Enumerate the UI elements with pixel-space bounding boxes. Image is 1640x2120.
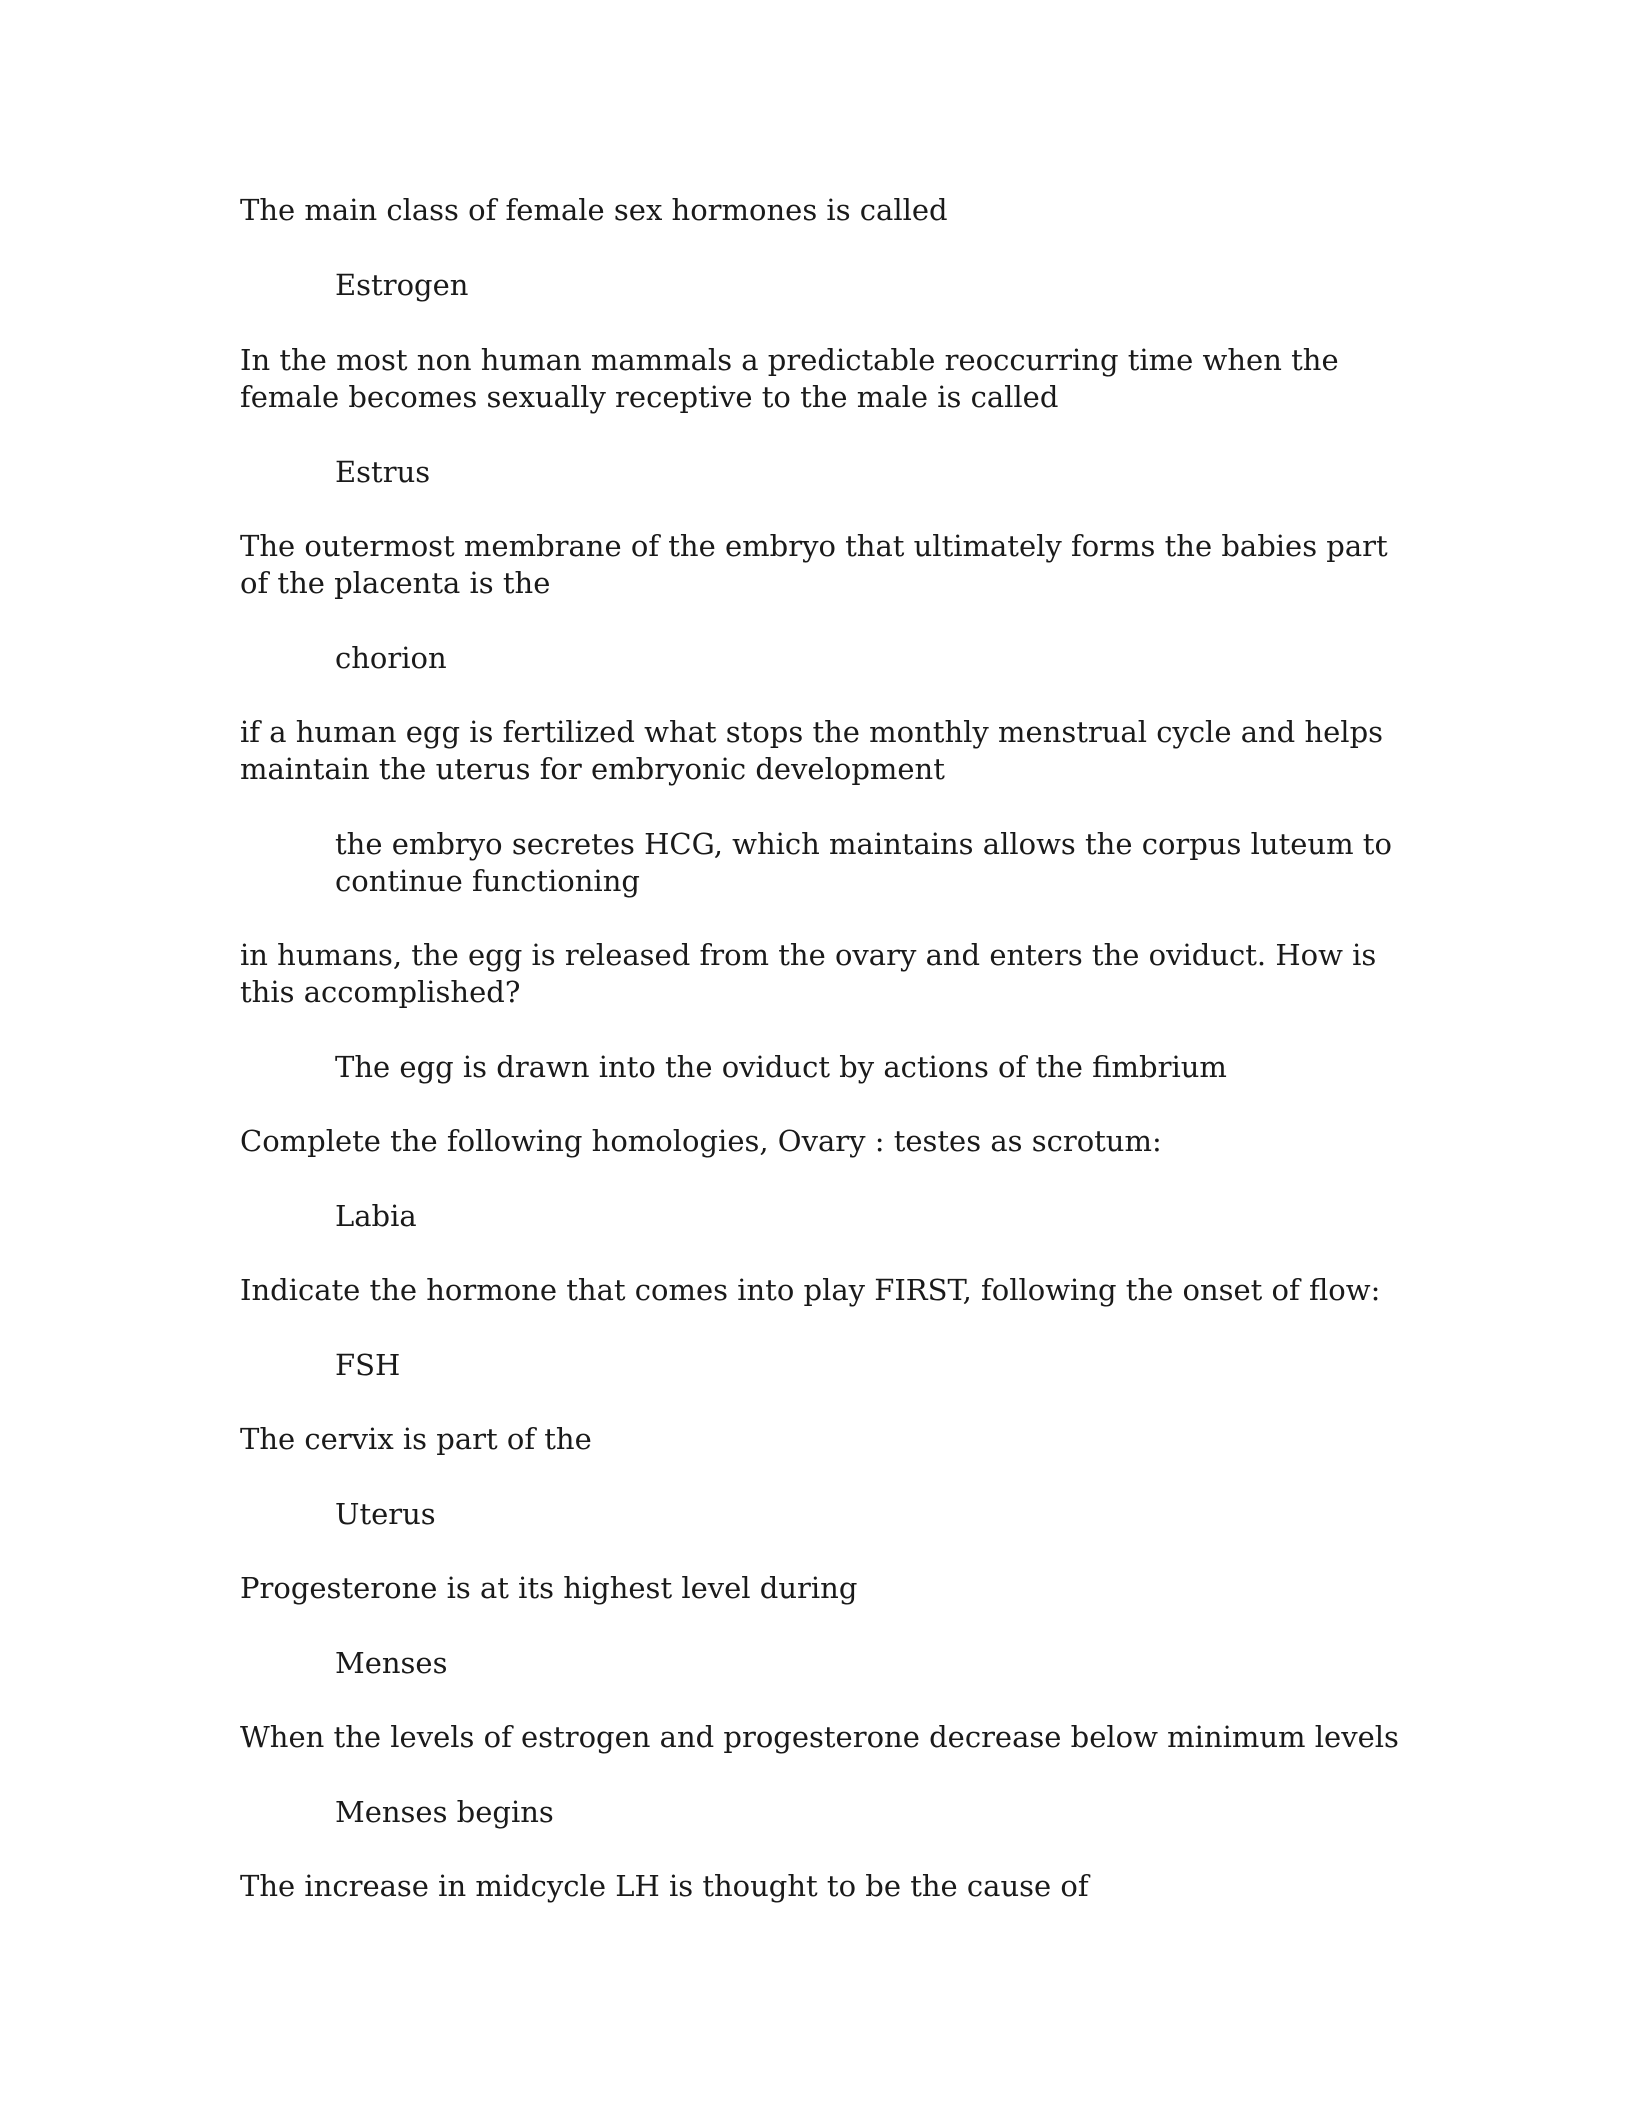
question-text: The main class of female sex hormones is called <box>240 193 948 227</box>
answer-text: Estrogen <box>335 268 469 302</box>
answer-text: chorion <box>335 641 447 675</box>
question-text: Complete the following homologies, Ovary : testes as scrotum: <box>240 1124 1162 1158</box>
question-text: if a human egg is fertilized what stops the monthly menstrual cycle and helps maintain the uterus for embryonic development <box>240 715 1384 786</box>
qa-item-3 <box>240 528 1410 677</box>
answer-text: Menses begins <box>335 1795 554 1829</box>
answer-text: Menses <box>335 1646 448 1680</box>
qa-item-10 <box>240 1719 1410 1831</box>
qa-item-9 <box>240 1570 1410 1682</box>
qa-item-2 <box>240 342 1410 491</box>
answer-text: Uterus <box>335 1497 436 1531</box>
qa-item-8 <box>240 1421 1410 1533</box>
qa-item-7 <box>240 1272 1410 1384</box>
question-text: In the most non human mammals a predictable reoccurring time when the female becomes sexually receptive to the male is called <box>240 343 1339 414</box>
answer-text: Labia <box>335 1199 417 1233</box>
question-text: Progesterone is at its highest level during <box>240 1571 858 1605</box>
answer-text: The egg is drawn into the oviduct by actions of the fimbrium <box>335 1050 1227 1084</box>
question-text: Indicate the hormone that comes into play FIRST, following the onset of flow: <box>240 1273 1381 1307</box>
question-text: The cervix is part of the <box>240 1422 592 1456</box>
qa-item-6 <box>240 1123 1410 1235</box>
qa-item-4 <box>240 714 1410 900</box>
qa-item-11 <box>240 1868 1410 1905</box>
answer-text: Estrus <box>335 455 431 489</box>
qa-item-5 <box>240 937 1410 1086</box>
question-text: When the levels of estrogen and progesterone decrease below minimum levels <box>240 1720 1399 1754</box>
question-text: in humans, the egg is released from the ovary and enters the oviduct. How is this accomplished? <box>240 938 1377 1009</box>
question-text: The outermost membrane of the embryo that ultimately forms the babies part of the placenta is the <box>240 529 1388 600</box>
qa-item-1 <box>240 192 1410 304</box>
question-text: The increase in midcycle LH is thought to be the cause of <box>240 1869 1089 1903</box>
answer-text: the embryo secretes HCG, which maintains allows the corpus luteum to continue functioning <box>335 827 1392 898</box>
answer-text: FSH <box>335 1348 401 1382</box>
